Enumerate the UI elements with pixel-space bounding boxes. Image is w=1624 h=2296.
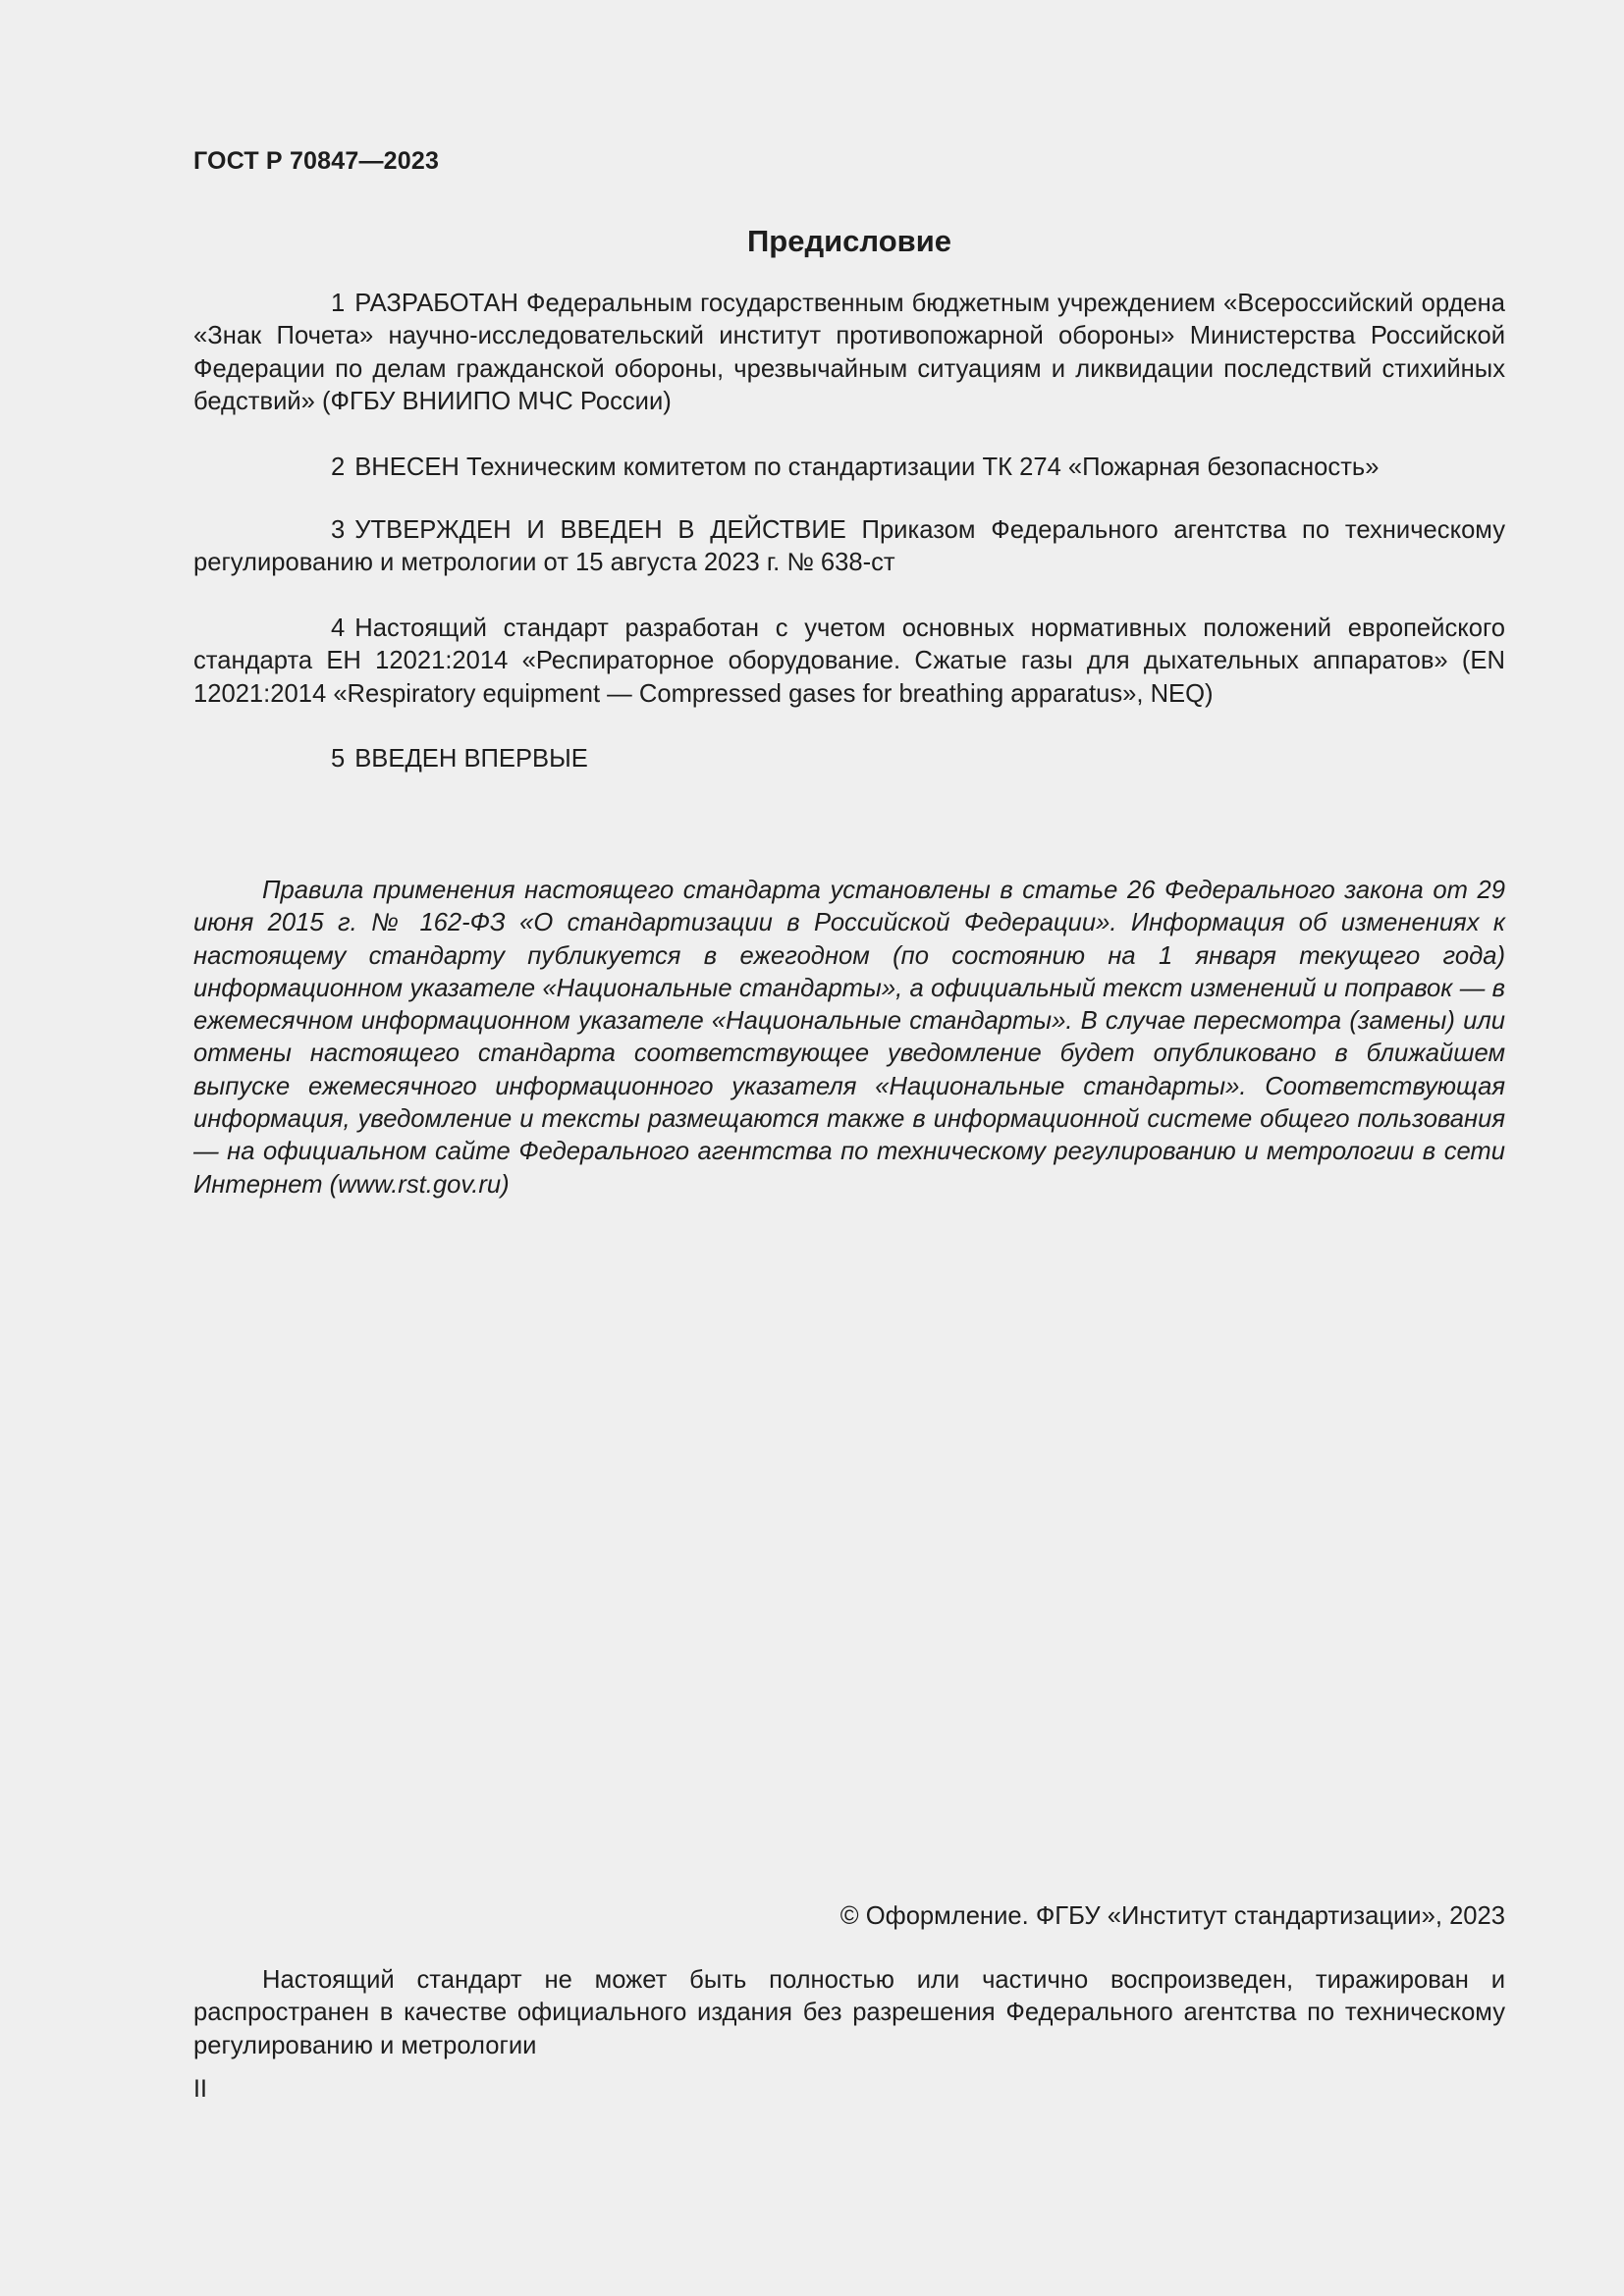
page-number: II xyxy=(193,2075,207,2103)
copyright-line: © Оформление. ФГБУ «Институт стандартизации», 2023 xyxy=(839,1902,1505,1930)
foreword-item-2 xyxy=(193,452,1505,484)
application-rules-notice: Правила применения настоящего стандарта установлены в статье 26 Федерального закона от 29 июня 2015 г. № 162-ФЗ «О стандартизации в Российской Федерации». Информация об изменениях к настоящему стандарту публикуется в ежегодном (по состоянию на 1 января текущего года) информационном указателе «Национальные стандарты», а официальный текст изменений и поправок — в ежемесячном информационном указателе «Национальные стандарты». В случае пересмотра (замены) или отмены настоящего стандарта соответствующее уведомление будет опубликовано в ближайшем выпуске ежемесячного информационного указателя «Национальные стандарты». Соответствующая информация, уведомление и тексты размещаются также в информационной системе общего пользования — на официальном сайте Федерального агентства по техническому регулированию и метрологии в сети Интернет (www.rst.gov.ru) xyxy=(193,877,1505,1199)
item-text: ВВЕДЕН ВПЕРВЫЕ xyxy=(354,745,588,773)
item-number: 2 xyxy=(331,454,346,481)
foreword-item-1 xyxy=(193,288,1505,418)
item-number: 4 xyxy=(331,614,346,642)
item-number: 1 xyxy=(331,290,346,317)
document-page xyxy=(193,0,1505,2296)
section-title: Предисловие xyxy=(746,224,951,258)
item-text: Настоящий стандарт разработан с учетом основных нормативных положений европейского стандарта ЕН 12021:2014 «Респираторное оборудование. Сжатые газы для дыхательных аппаратов» (EN 12021:2014 «Respiratory equipment — Compressed gases for breathing apparatus», NEQ) xyxy=(193,614,1505,708)
item-text: ВНЕСЕН Техническим комитетом по стандартизации ТК 274 «Пожарная безопасность» xyxy=(354,454,1380,481)
reproduction-rights-text: Настоящий стандарт не может быть полностью или частично воспроизведен, тиражирован и распространен в качестве официального издания без разрешения Федерального агентства по техническому регулированию и метрологии xyxy=(193,1966,1505,2059)
foreword-item-3 xyxy=(193,514,1505,580)
item-text: РАЗРАБОТАН Федеральным государственным бюджетным учреждением «Всероссийский ордена «Знак Почета» научно-исследовательский институт противопожарной обороны» Министерства Российской Федерации по делам гражданской обороны, чрезвычайным ситуациям и ликвидации последствий стихийных бедствий» (ФГБУ ВНИИПО МЧС России) xyxy=(193,290,1505,415)
foreword-item-5 xyxy=(193,743,1505,775)
document-code: ГОСТ Р 70847—2023 xyxy=(193,147,440,175)
foreword-item-4 xyxy=(193,613,1505,711)
item-number: 5 xyxy=(331,745,346,773)
item-number: 3 xyxy=(331,516,346,544)
item-text: УТВЕРЖДЕН И ВВЕДЕН В ДЕЙСТВИЕ Приказом Федерального агентства по техническому регулированию и метрологии от 15 августа 2023 г. № 638-ст xyxy=(193,516,1505,577)
